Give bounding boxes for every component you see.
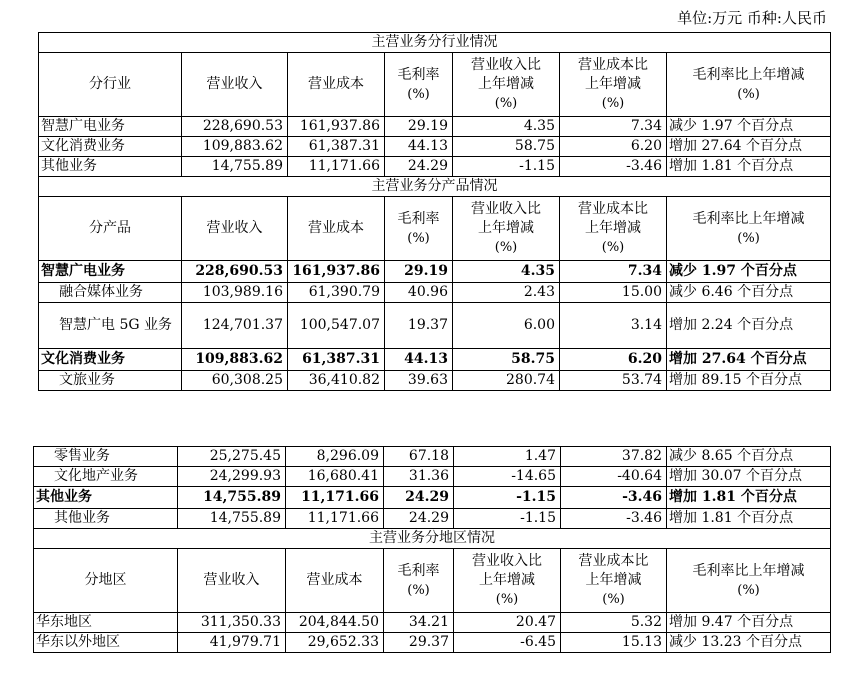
- row-label: 华东以外地区: [34, 633, 178, 653]
- cell-margin: 24.29: [385, 157, 453, 177]
- cell-revenue-change: 1.47: [454, 447, 561, 467]
- header-cost-change-unit: (%): [602, 592, 625, 607]
- header-margin-change: [667, 197, 831, 261]
- product-section-title: 主营业务分产品情况: [39, 177, 831, 197]
- header-margin-change-unit: (%): [737, 86, 760, 102]
- table-row: [39, 157, 831, 177]
- table-row: [39, 283, 831, 303]
- header-margin-change: [667, 53, 831, 117]
- header-revenue: 营业收入: [178, 549, 286, 613]
- header-margin-label: 毛利率: [397, 210, 440, 227]
- header-margin: [385, 197, 453, 261]
- table-row: [34, 467, 831, 487]
- row-label: 智慧广电业务: [39, 261, 182, 283]
- header-cost-change-unit: (%): [601, 96, 625, 111]
- cell-revenue: 109,883.62: [182, 349, 288, 371]
- cell-cost: 161,937.86: [288, 117, 385, 137]
- cell-margin: 29.19: [385, 117, 453, 137]
- header-margin: [384, 549, 454, 613]
- cell-margin-change: 增加 1.81 个百分点: [667, 509, 831, 529]
- cell-revenue: 14,755.89: [178, 509, 286, 529]
- cell-revenue: 41,979.71: [178, 633, 286, 653]
- cell-revenue-change: 4.35: [453, 261, 560, 283]
- region-section-title: 主营业务分地区情况: [34, 529, 831, 549]
- header-margin: [385, 53, 453, 117]
- cell-cost-change: 6.20: [560, 349, 667, 371]
- row-label: 其他业务: [34, 487, 178, 509]
- cell-margin: 19.37: [385, 303, 453, 349]
- header-revenue-change-line2: 上年增减: [478, 220, 534, 236]
- cell-cost: 8,296.09: [286, 447, 384, 467]
- cell-cost: 61,387.31: [288, 137, 385, 157]
- cell-revenue: 14,755.89: [178, 487, 286, 509]
- header-margin-unit: (%): [407, 582, 430, 598]
- cell-margin-change: 增加 9.47 个百分点: [667, 613, 831, 633]
- cell-revenue-change: -14.65: [454, 467, 561, 487]
- cell-cost-change: 3.14: [560, 303, 667, 349]
- header-margin-label: 毛利率: [397, 66, 440, 83]
- unit-currency-note: 单位:万元 币种:人民币: [677, 9, 827, 27]
- cell-revenue: 14,755.89: [182, 157, 288, 177]
- cell-revenue: 109,883.62: [182, 137, 288, 157]
- cell-revenue: 60,308.25: [182, 371, 288, 391]
- header-revenue-change-unit: (%): [495, 592, 519, 607]
- table-row: [34, 613, 831, 633]
- cell-margin-change: 增加 2.24 个百分点: [667, 303, 831, 349]
- cell-cost-change: -3.46: [561, 509, 667, 529]
- cell-cost: 61,387.31: [288, 349, 385, 371]
- cell-revenue-change: -1.15: [454, 487, 561, 509]
- cell-cost: 29,652.33: [286, 633, 384, 653]
- cell-cost: 36,410.82: [288, 371, 385, 391]
- cell-margin: 34.21: [384, 613, 454, 633]
- cell-revenue-change: 20.47: [454, 613, 561, 633]
- cell-cost: 11,171.66: [288, 157, 385, 177]
- row-label: 文化消费业务: [39, 349, 182, 371]
- table-row: [34, 633, 831, 653]
- cell-cost: 11,171.66: [286, 487, 384, 509]
- header-cost-change: [561, 549, 667, 613]
- cell-margin: 40.96: [385, 283, 453, 303]
- cell-cost: 100,547.07: [288, 303, 385, 349]
- table-row: [39, 261, 831, 283]
- cell-revenue-change: 2.43: [453, 283, 560, 303]
- table-row: [39, 349, 831, 371]
- cell-cost-change: 7.34: [560, 117, 667, 137]
- cell-cost: 11,171.66: [286, 509, 384, 529]
- row-label: 文旅业务: [39, 371, 182, 391]
- cell-revenue: 228,690.53: [182, 117, 288, 137]
- cell-revenue: 124,701.37: [182, 303, 288, 349]
- cell-margin: 31.36: [384, 467, 454, 487]
- header-revenue-change-line2: 上年增减: [479, 572, 535, 588]
- row-label: 文化消费业务: [39, 137, 182, 157]
- header-margin-change-label: 毛利率比上年增减: [692, 562, 805, 579]
- header-margin-label: 毛利率: [397, 562, 440, 579]
- row-label: 零售业务: [34, 447, 178, 467]
- table-row: [39, 137, 831, 157]
- cell-margin-change: 增加 27.64 个百分点: [667, 349, 831, 371]
- header-revenue: 营业收入: [182, 197, 288, 261]
- cell-margin: 39.63: [385, 371, 453, 391]
- cell-revenue-change: -6.45: [454, 633, 561, 653]
- cell-margin-change: 减少 1.97 个百分点: [667, 117, 831, 137]
- table-row: [34, 487, 831, 509]
- header-cost: 营业成本: [286, 549, 384, 613]
- cell-margin-change: 增加 1.81 个百分点: [667, 157, 831, 177]
- header-revenue-change: [453, 197, 560, 261]
- cell-margin: 67.18: [384, 447, 454, 467]
- header-revenue-change-line1: 营业收入比: [471, 201, 541, 217]
- header-revenue-change: [453, 53, 560, 117]
- cell-cost-change: 37.82: [561, 447, 667, 467]
- row-label: 其他业务: [34, 509, 178, 529]
- header-revenue-change-unit: (%): [494, 240, 518, 255]
- header-cost: 营业成本: [288, 53, 385, 117]
- cell-revenue-change: -1.15: [454, 509, 561, 529]
- cell-margin: 44.13: [385, 137, 453, 157]
- header-cost-change: [560, 53, 667, 117]
- header-margin-unit: (%): [407, 86, 430, 102]
- segment-table-upper: [38, 32, 831, 391]
- cell-revenue-change: 280.74: [453, 371, 560, 391]
- header-margin-change-unit: (%): [737, 230, 760, 246]
- cell-margin-change: 增加 1.81 个百分点: [667, 487, 831, 509]
- header-revenue-change-unit: (%): [494, 96, 518, 111]
- row-label: 智慧广电业务: [39, 117, 182, 137]
- header-margin-change: [667, 549, 831, 613]
- header-revenue-change: [454, 549, 561, 613]
- table-row: [39, 371, 831, 391]
- cell-margin-change: 增加 27.64 个百分点: [667, 137, 831, 157]
- cell-revenue-change: 58.75: [453, 137, 560, 157]
- cell-cost-change: 53.74: [560, 371, 667, 391]
- row-label: 其他业务: [39, 157, 182, 177]
- header-product: 分产品: [39, 197, 182, 261]
- cell-cost-change: 6.20: [560, 137, 667, 157]
- table-row: [34, 447, 831, 467]
- cell-revenue: 311,350.33: [178, 613, 286, 633]
- cell-margin-change: 减少 6.46 个百分点: [667, 283, 831, 303]
- cell-margin: 24.29: [384, 509, 454, 529]
- row-label: 智慧广电 5G 业务: [39, 303, 182, 349]
- cell-cost-change: -40.64: [561, 467, 667, 487]
- header-cost: 营业成本: [288, 197, 385, 261]
- header-cost-change-line1: 营业成本比: [578, 201, 648, 217]
- header-cost-change-line2: 上年增减: [585, 76, 641, 92]
- header-revenue-change-line1: 营业收入比: [472, 553, 542, 569]
- cell-cost-change: 15.00: [560, 283, 667, 303]
- header-cost-change-line1: 营业成本比: [578, 553, 649, 569]
- cell-cost-change: 7.34: [560, 261, 667, 283]
- header-cost-change: [560, 197, 667, 261]
- cell-margin: 29.37: [384, 633, 454, 653]
- header-region: 分地区: [34, 549, 178, 613]
- cell-cost: 61,390.79: [288, 283, 385, 303]
- cell-cost: 204,844.50: [286, 613, 384, 633]
- header-cost-change-unit: (%): [601, 240, 625, 255]
- cell-revenue-change: 4.35: [453, 117, 560, 137]
- header-cost-change-line1: 营业成本比: [578, 57, 648, 73]
- cell-margin: 29.19: [385, 261, 453, 283]
- header-margin-change-unit: (%): [737, 582, 760, 598]
- cell-margin: 44.13: [385, 349, 453, 371]
- header-revenue-change-line1: 营业收入比: [471, 57, 541, 73]
- cell-revenue: 103,989.16: [182, 283, 288, 303]
- cell-revenue-change: 6.00: [453, 303, 560, 349]
- table-row: [39, 117, 831, 137]
- table-row: [39, 303, 831, 349]
- header-revenue: 营业收入: [182, 53, 288, 117]
- cell-revenue: 228,690.53: [182, 261, 288, 283]
- header-margin-unit: (%): [407, 230, 430, 246]
- header-margin-change-label: 毛利率比上年增减: [692, 66, 805, 83]
- industry-section-title: 主营业务分行业情况: [39, 33, 831, 53]
- header-cost-change-line2: 上年增减: [585, 220, 641, 236]
- header-revenue-change-line2: 上年增减: [478, 76, 534, 92]
- cell-margin: 24.29: [384, 487, 454, 509]
- cell-cost-change: 5.32: [561, 613, 667, 633]
- segment-table-lower: [33, 446, 831, 653]
- header-cost-change-line2: 上年增减: [585, 572, 642, 588]
- cell-cost-change: 15.13: [561, 633, 667, 653]
- cell-cost: 161,937.86: [288, 261, 385, 283]
- cell-cost-change: -3.46: [561, 487, 667, 509]
- cell-margin-change: 减少 13.23 个百分点: [667, 633, 831, 653]
- cell-margin-change: 减少 8.65 个百分点: [667, 447, 831, 467]
- cell-margin-change: 增加 30.07 个百分点: [667, 467, 831, 487]
- cell-cost-change: -3.46: [560, 157, 667, 177]
- header-margin-change-label: 毛利率比上年增减: [692, 210, 805, 227]
- cell-cost: 16,680.41: [286, 467, 384, 487]
- cell-revenue-change: -1.15: [453, 157, 560, 177]
- cell-margin-change: 减少 1.97 个百分点: [667, 261, 831, 283]
- header-industry: 分行业: [39, 53, 182, 117]
- table-row: [34, 509, 831, 529]
- row-label: 文化地产业务: [34, 467, 178, 487]
- row-label: 融合媒体业务: [39, 283, 182, 303]
- row-label: 华东地区: [34, 613, 178, 633]
- cell-revenue: 25,275.45: [178, 447, 286, 467]
- cell-revenue-change: 58.75: [453, 349, 560, 371]
- cell-revenue: 24,299.93: [178, 467, 286, 487]
- cell-margin-change: 增加 89.15 个百分点: [667, 371, 831, 391]
